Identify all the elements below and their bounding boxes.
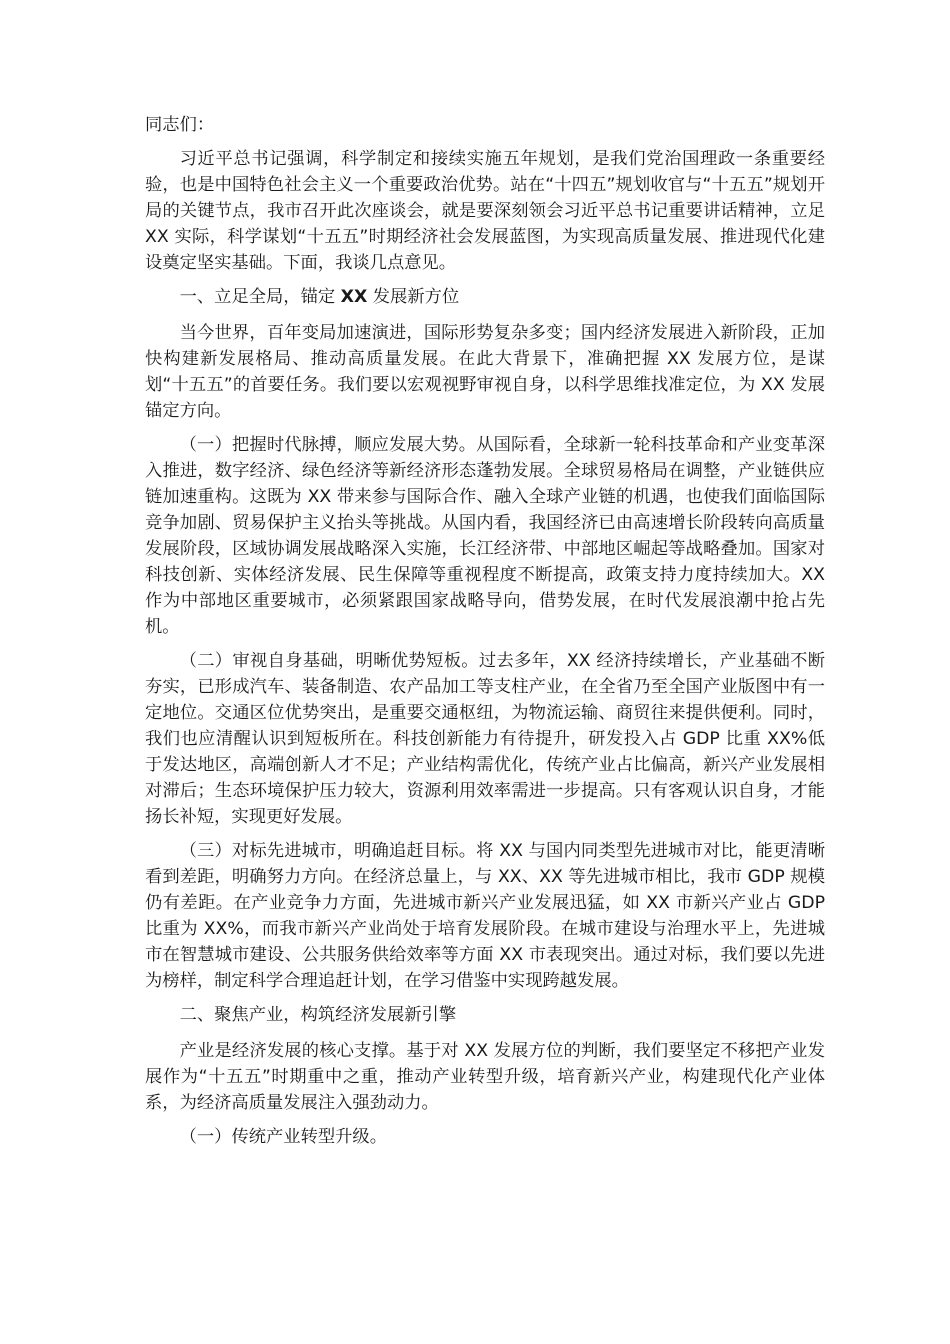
section-2-intro-paragraph: 产业是经济发展的核心支撑。基于对 XX 发展方位的判断，我们要坚定不移把产业发展作为“十五五”时期重中之重，推动产业转型升级，培育新兴产业，构建现代化产业体系，为经济高质量发展注入强劲动力。	[145, 1041, 825, 1113]
document-page	[145, 112, 825, 1158]
section-heading-2: 二、聚焦产业，构筑经济发展新引擎	[179, 1005, 457, 1025]
section-2-item-1-paragraph: （一）传统产业转型升级。	[179, 1127, 387, 1147]
section-1-item-1-paragraph: （一）把握时代脉搏，顺应发展大势。从国际看，全球新一轮科技革命和产业变革深入推进，数字经济、绿色经济等新经济形态蓬勃发展。全球贸易格局在调整，产业链供应链加速重构。这既为 XX 带来参与国际合作、融入全球产业链的机遇，也使我们面临国际竞争加剧、贸易保护主义抬头等挑战。从国内看，我国经济已由高速增长阶段转向高质量发展阶段，区域协调发展战略深入实施，长江经济带、中部地区崛起等战略叠加。国家对科技创新、实体经济发展、民生保障等重视程度不断提高，政策支持力度持续加大。XX 作为中部地区重要城市，必须紧跟国家战略导向，借势发展，在时代发展浪潮中抢占先机。	[145, 435, 825, 637]
section-1-item-2-paragraph: （二）审视自身基础，明晰优势短板。过去多年，XX 经济持续增长，产业基础不断夯实，已形成汽车、装备制造、农产品加工等支柱产业，在全省乃至全国产业版图中有一定地位。交通区位优势突出，是重要交通枢纽，为物流运输、商贸往来提供便利。同时，我们也应清醒认识到短板所在。科技创新能力有待提升，研发投入占 GDP 比重 XX%低于发达地区，高端创新人才不足；产业结构需优化，传统产业占比偏高，新兴产业发展相对滞后；生态环境保护压力较大，资源利用效率需进一步提高。只有客观认识自身，才能扬长补短，实现更好发展。	[145, 651, 825, 827]
section-heading-1-bold: XX	[340, 287, 368, 307]
section-heading-1-suffix: 发展新方位	[367, 287, 460, 307]
intro-paragraph: 习近平总书记强调，科学制定和接续实施五年规划，是我们党治国理政一条重要经验，也是中国特色社会主义一个重要政治优势。站在“十四五”规划收官与“十五五”规划开局的关键节点，我市召开此次座谈会，就是要深刻领会习近平总书记重要讲话精神，立足 XX 实际，科学谋划“十五五”时期经济社会发展蓝图，为实现高质量发展、推进现代化建设奠定坚实基础。下面，我谈几点意见。	[145, 149, 825, 273]
salutation: 同志们：	[145, 115, 215, 135]
section-1-item-3-paragraph: （三）对标先进城市，明确追赶目标。将 XX 与国内同类型先进城市对比，能更清晰看到差距，明确努力方向。在经济总量上，与 XX、XX 等先进城市相比，我市 GDP 规模仍有差距。在产业竞争力方面，先进城市新兴产业发展迅猛，如 XX 市新兴产业占 GDP 比重为 XX%，而我市新兴产业尚处于培育发展阶段。在城市建设与治理水平上，先进城市在智慧城市建设、公共服务供给效率等方面 XX 市表现突出。通过对标，我们要以先进为榜样，制定科学合理追赶计划，在学习借鉴中实现跨越发展。	[145, 841, 825, 991]
section-heading-1-prefix: 一、立足全局，锚定	[179, 287, 341, 307]
section-heading-1	[145, 284, 825, 310]
section-1-intro-paragraph: 当今世界，百年变局加速演进，国际形势复杂多变；国内经济发展进入新阶段，正加快构建新发展格局、推动高质量发展。在此大背景下，准确把握 XX 发展方位，是谋划“十五五”的首要任务。我们要以宏观视野审视自身，以科学思维找准定位，为 XX 发展锚定方向。	[145, 323, 825, 421]
